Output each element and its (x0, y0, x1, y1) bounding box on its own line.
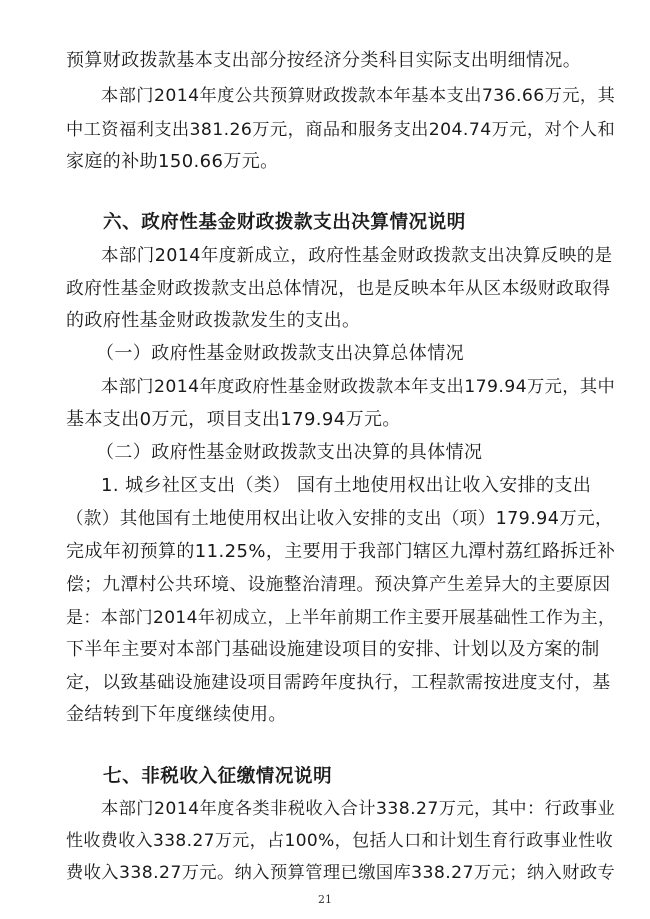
text-line: 1. 城乡社区支出（类） 国有土地使用权出让收入安排的支出 (101, 475, 592, 496)
text-line: 偿；九潭村公共环境、设施整治清理。预决算产生差异大的主要原因 (66, 575, 611, 595)
text-line: 性收费收入338.27万元，占100%，包括人口和计划生育行政事业性收 (66, 831, 614, 851)
text-line: 本部门2014年度各类非税收入合计338.27万元，其中：行政事业 (101, 799, 616, 819)
text-line: 家庭的补助150.66万元。 (66, 151, 279, 172)
section-heading-7: 七、非税收入征缴情况说明 (103, 766, 333, 787)
text-line: 是：本部门2014年初成立，上半年前期工作主要开展基础性工作为主， (66, 608, 616, 628)
text-line: 下半年主要对本部门基础设施建设项目的安排、计划以及方案的制 (66, 639, 600, 660)
text-line: 金结转到下年度继续使用。 (66, 704, 287, 725)
text-line: 本部门2014年度新成立，政府性基金财政拨款支出决算反映的是 (101, 246, 613, 266)
page-number: 21 (318, 893, 332, 906)
text-line: 的政府性基金财政拨款发生的支出。 (66, 310, 361, 331)
text-line: 本部门2014年度公共预算财政拨款本年基本支出736.66万元，其 (101, 86, 616, 106)
text-line: （款）其他国有土地使用权出让收入安排的支出（项）179.94万元， (66, 509, 613, 529)
text-line: 定，以致基础设施建设项目需跨年度执行，工程款需按进度支付，基 (66, 673, 611, 693)
text-line: 费收入338.27万元。纳入预算管理已缴国库338.27万元；纳入财政专 (66, 863, 616, 883)
text-line: 基本支出0万元，项目支出179.94万元。 (66, 409, 401, 430)
subsection-heading: （一）政府性基金财政拨款支出决算总体情况 (96, 343, 464, 364)
text-line: 完成年初预算的11.25%，主要用于我部门辖区九潭村荔红路拆迁补 (66, 541, 616, 562)
text-line: 中工资福利支出381.26万元，商品和服务支出204.74万元，对个人和 (66, 120, 616, 140)
text-line: 预算财政拨款基本支出部分按经济分类科目实际支出明细情况。 (66, 50, 582, 71)
subsection-heading: （二）政府性基金财政拨款支出决算的具体情况 (96, 442, 483, 463)
text-line: 政府性基金财政拨款支出总体情况，也是反映本年从区本级财政取得 (66, 279, 611, 299)
section-heading-6: 六、政府性基金财政拨款支出决算情况说明 (103, 212, 466, 233)
text-line: 本部门2014年度政府性基金财政拨款本年支出179.94万元，其中 (101, 377, 616, 397)
